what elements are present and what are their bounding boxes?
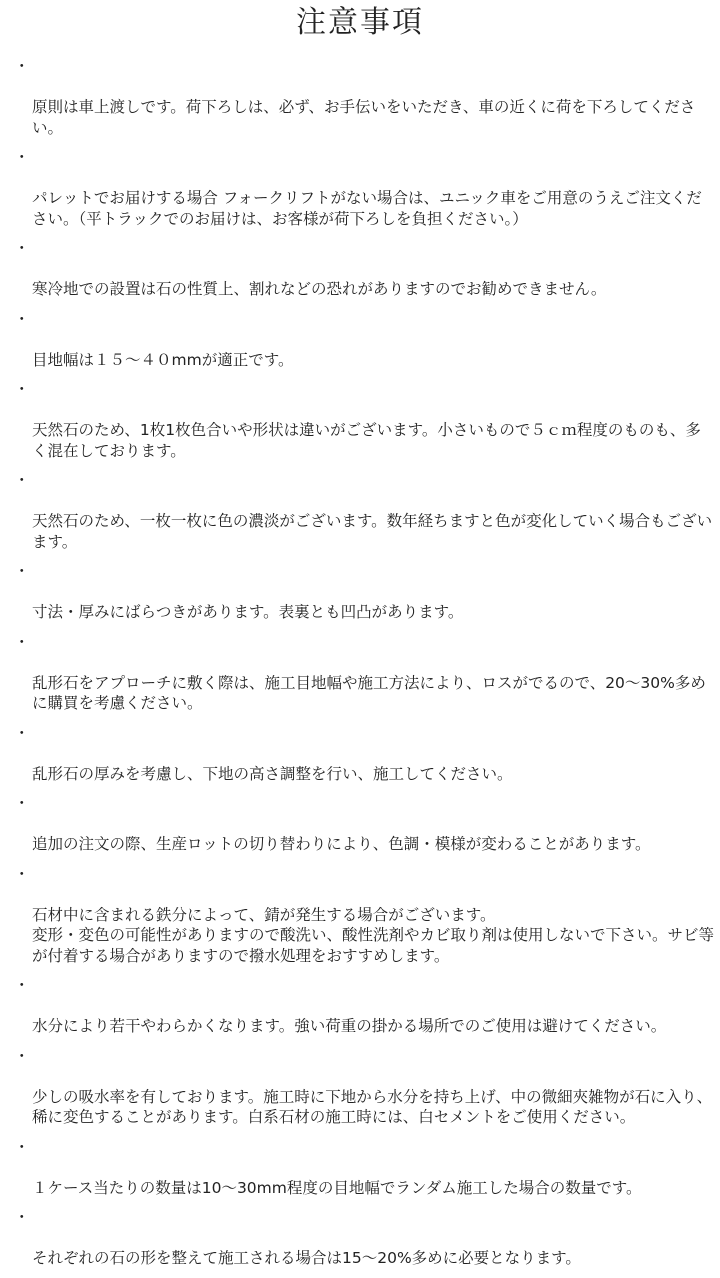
note-text: 水分により若干やわらかくなります。強い荷重の掛かる場所でのご使用は避けてください。: [32, 1017, 667, 1035]
note-text: 追加の注文の際、生産ロットの切り替わりにより、色調・模様が変わることがあります。: [32, 835, 651, 853]
note-text: 乱形石の厚みを考慮し、下地の高さ調整を行い、施工してください。: [32, 764, 513, 783]
list-item: [14, 1046, 714, 1128]
note-text: 寸法・厚みにばらつきがあります。表裏とも凹凸があります。: [32, 603, 464, 621]
list-item: [14, 864, 714, 967]
list-item: [14, 1207, 714, 1269]
notes-list: [14, 56, 714, 1278]
bullet-mark: ・: [14, 239, 30, 257]
list-item: [14, 309, 714, 371]
list-item: [14, 561, 714, 623]
note-text: 天然石のため、1枚1枚色合いや形状は違いがございます。小さいもので５ｃｍ程度のものも、多く混在しております。: [32, 421, 701, 460]
bullet-mark: ・: [14, 723, 30, 742]
note-text: 目地幅は１５～４０mmが適正です。: [32, 350, 294, 369]
list-item: [14, 470, 714, 552]
bullet-mark: ・: [14, 632, 30, 651]
note-text: 少しの吸水率を有しております。施工時に下地から水分を持ち上げ、中の微細夾雑物が石に入り、稀に変色することがあります。白系石材の施工時には、白セメントをご使用ください。: [32, 1087, 713, 1126]
bullet-mark: ・: [14, 57, 30, 75]
bullet-mark: ・: [14, 471, 30, 489]
note-text: 乱形石をアプローチに敷く際は、施工目地幅や施工方法により、ロスがでるので、20～30%多めに購買を考慮ください。: [32, 673, 706, 712]
bullet-mark: ・: [14, 976, 30, 994]
list-item: [14, 1137, 714, 1199]
note-text: それぞれの石の形を整えて施工される場合は15～20%多めに必要となります。: [32, 1249, 581, 1267]
note-text: パレットでお届けする場合 フォークリフトがない場合は、ユニック車をご用意のうえご注文ください。（平トラックでのお届けは、お客様が荷下ろしを負担ください。）: [32, 189, 702, 228]
list-item: [14, 723, 714, 785]
bullet-mark: ・: [14, 1046, 30, 1065]
list-item: [14, 379, 714, 461]
bullet-mark: ・: [14, 380, 30, 398]
list-item: [14, 147, 714, 229]
list-item: [14, 56, 714, 138]
note-text: 天然石のため、一枚一枚に色の濃淡がございます。数年経ちますと色が変化していく場合もございます。: [32, 512, 713, 551]
list-item: [14, 975, 714, 1037]
bullet-mark: ・: [14, 794, 30, 812]
bullet-mark: ・: [14, 562, 30, 580]
list-item: [14, 632, 714, 714]
note-text: １ケース当たりの数量は10～30mm程度の目地幅でランダム施工した場合の数量です。: [32, 1178, 642, 1197]
bullet-mark: ・: [14, 1137, 30, 1156]
note-text: 原則は車上渡しです。荷下ろしは、必ず、お手伝いをいただき、車の近くに荷を下ろしてください。: [32, 98, 696, 137]
note-text: 寒冷地での設置は石の性質上、割れなどの恐れがありますのでお勧めできません。: [32, 280, 607, 298]
bullet-mark: ・: [14, 1208, 30, 1226]
list-item: [14, 238, 714, 300]
bullet-mark: ・: [14, 864, 30, 883]
bullet-mark: ・: [14, 148, 30, 166]
list-item: [14, 793, 714, 855]
page-title: 注意事項: [296, 5, 424, 40]
note-text: 石材中に含まれる鉄分によって、錆が発生する場合がございます。 変形・変色の可能性がありますので酸洗い、酸性洗剤やカビ取り剤は使用しないで下さい。サビ等が付着する場合がありますので撥水処理をおすすめします。: [32, 905, 715, 965]
bullet-mark: ・: [14, 309, 30, 328]
